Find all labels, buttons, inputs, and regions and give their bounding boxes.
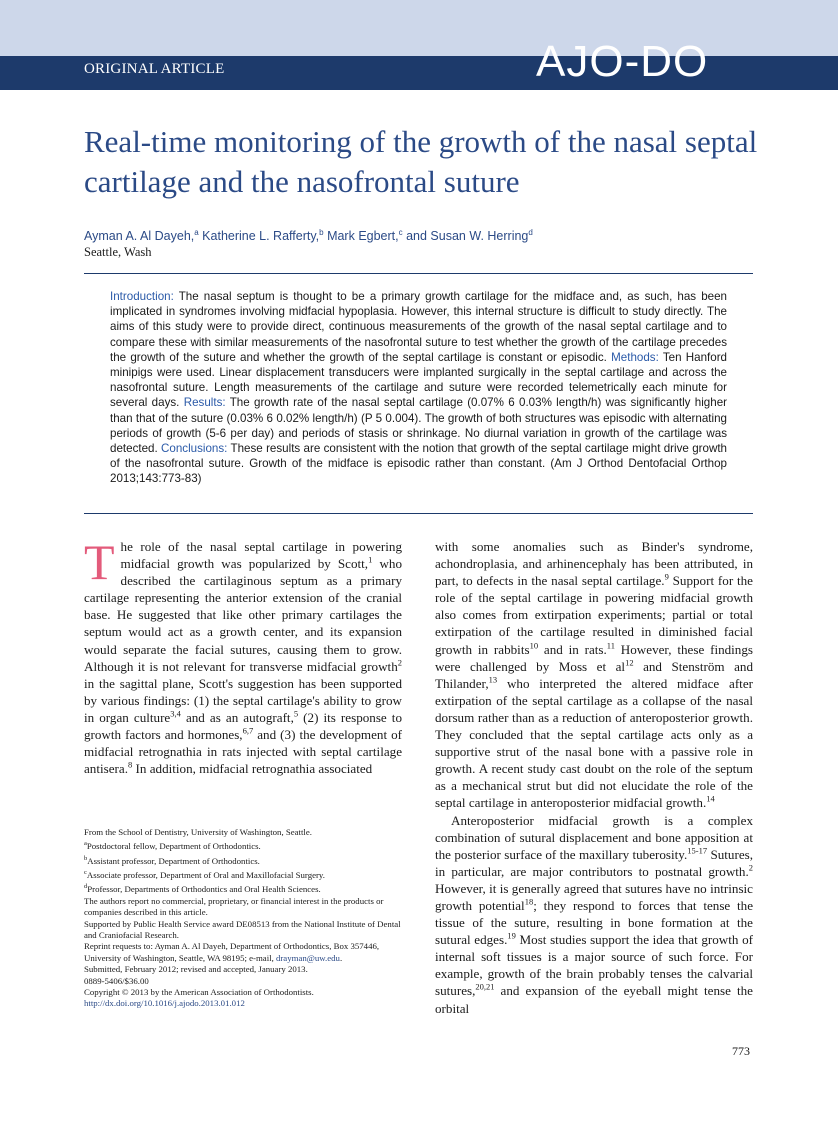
body-text: and expansion of the eyeball might tense the orbital: [435, 983, 753, 1016]
body-text: Most studies support the idea that growth of internal soft tissues is a major source of such force. For example, growth of the brain probably tenses the calvarial sutures,: [435, 932, 753, 999]
author-name: and Susan W. Herring: [402, 229, 529, 244]
abstract-heading-results: Results:: [179, 396, 226, 410]
body-paragraph: [435, 538, 753, 812]
citation-ref[interactable]: 6,7: [242, 725, 254, 736]
footnote-text: .: [339, 952, 343, 963]
footnote-text: Reprint requests to: Ayman A. Al Dayeh, Department of Orthodontics, Box 357446, University of Washington, Seattle, WA 98195; e-mail,: [84, 941, 380, 963]
footnote-marker: c: [84, 869, 87, 877]
citation-ref[interactable]: 5: [293, 708, 299, 719]
abstract-top-rule: [84, 273, 753, 274]
header-top-band: [0, 0, 838, 56]
body-text: However, these findings were challenged by Moss et al: [435, 641, 754, 674]
body-column-left: [84, 534, 403, 777]
citation-ref[interactable]: 2: [748, 862, 753, 873]
citation-ref[interactable]: 13: [488, 674, 498, 685]
body-text: who described the cartilaginous septum as a primary cartilage representing the anterior extension of the cranial base. He suggested that like other primary cartilages the septum would act as a growth center, and its expansion would separate the facial sutures, causing them to grow. Although it is not relevant for transverse midfacial growth: [84, 556, 403, 674]
abstract-text-introduction: The nasal septum is thought to be a primary growth cartilage for the midface and, as such, has been implicated in syndromes involving midfacial hypoplasia. However, this internal structure is difficult to study directly. The aims of this study were to provide direct, continuous measurements of the growth of the nasal septal cartilage and to compare these with similar measurements of the nasofrontal suture to test whether the growth of the cartilage precedes the growth of the suture and whether the growth of the septal cartilage is constant or episodic.: [110, 290, 727, 364]
footnote-text: Associate professor, Department of Oral and Maxillofacial Surgery.: [86, 869, 325, 880]
body-text: In addition, midfacial retrognathia associated: [132, 761, 373, 777]
article-type-label: ORIGINAL ARTICLE: [84, 61, 225, 77]
citation-ref[interactable]: 18: [524, 896, 534, 907]
body-text: and as an autograft,: [180, 709, 294, 725]
author-list: [84, 228, 533, 243]
citation-ref[interactable]: 9: [664, 571, 669, 582]
author-name: Mark Egbert,: [323, 229, 399, 244]
citation-ref[interactable]: 20,21: [475, 982, 495, 993]
abstract-heading-methods: Methods:: [606, 350, 659, 364]
abstract-text-conclusions: These results are consistent with the notion that growth of the septal cartilage might drive growth of the nasofrontal suture. Growth of the midface is episodic rather than constant. (Am J Orthod Dentofacial Orthop 2013;143:773-83): [110, 442, 727, 486]
body-text: and Stenström and Thilander,: [435, 658, 753, 691]
body-text: he role of the nasal septal cartilage in powering midfacial growth was popularized by Scott,: [120, 539, 402, 572]
body-text: (2) its response to growth factors and hormones,: [84, 709, 402, 743]
body-text: ; they respond to forces that tense the tissue of the suture, resulting in bone formation at the sutural edges.: [435, 897, 753, 948]
author-location: Seattle, Wash: [84, 245, 152, 259]
footnote-marker: d: [84, 883, 88, 891]
citation-ref[interactable]: 19: [507, 930, 516, 941]
author-affil-marker: a: [194, 228, 199, 237]
citation-ref[interactable]: 14: [706, 794, 715, 805]
author-affil-marker: b: [319, 228, 324, 237]
author-affil-marker: d: [528, 228, 533, 237]
email-link[interactable]: drayman@uw.edu: [275, 952, 340, 963]
journal-logo: AJO-DO: [536, 37, 709, 86]
citation-ref[interactable]: 10: [529, 640, 539, 651]
footnote-author-d: [84, 881, 402, 895]
body-paragraph: [84, 534, 403, 777]
abstract-text-methods: Ten Hanford minipigs were used. Linear displacement transducers were implanted surgically in the septal cartilage and across the nasofrontal suture. Length measurements of the cartilage and suture were recorded telemetrically each minute for several days.: [110, 350, 727, 410]
footnote-submitted: Submitted, February 2012; revised and accepted, January 2013.: [84, 964, 308, 975]
doi-link[interactable]: http://dx.doi.org/10.1016/j.ajodo.2013.01.012: [84, 998, 245, 1009]
footnote-marker: a: [84, 840, 87, 848]
footnote-text: Assistant professor, Department of Orthodontics.: [87, 855, 260, 866]
footnote-conflict: The authors report no commercial, proprietary, or financial interest in the products or companies described in this article.: [84, 895, 384, 918]
citation-ref[interactable]: 11: [606, 640, 615, 651]
abstract-heading-introduction: Introduction:: [110, 290, 174, 303]
citation-ref[interactable]: 8: [128, 759, 133, 770]
body-text: and (3) the development of midfacial retrognathia in rats injected with septal cartilage antisera.: [84, 727, 403, 777]
body-text: Support for the role of the septal cartilage in powering midfacial growth also comes from extirpation experiments; partial or total extirpation of the cartilage resulted in diminished facial growth in rabbits: [435, 573, 753, 657]
body-paragraph: [435, 812, 753, 1017]
footnote-author-c: [84, 867, 402, 881]
author-name: Ayman A. Al Dayeh,: [84, 229, 195, 244]
body-text: and in rats.: [538, 641, 607, 657]
body-text: with some anomalies such as Binder's syndrome, achondroplasia, and arhinencephaly has been attributed, in part, to defects in the nasal septal cartilage.: [435, 539, 753, 589]
drop-cap: T: [84, 534, 115, 590]
citation-ref[interactable]: 3,4: [170, 708, 181, 719]
body-text: Sutures, in particular, are major contributors to postnatal growth.: [435, 846, 754, 879]
citation-ref[interactable]: 2: [397, 657, 402, 668]
footnote-reprint: [84, 941, 402, 964]
body-column-right: [435, 538, 753, 1017]
body-text: Anteroposterior midfacial growth is a complex combination of sutural displacement and bone apposition at the posterior surface of the maxillary tuberosity.: [435, 812, 753, 862]
footnote-author-b: [84, 853, 402, 867]
body-text: who interpreted the altered midface after extirpation of the septal cartilage as a collapse of the nasal dorsum rather than as a reduction of anteroposterior growth. They concluded that the septal cartilage acts only as a supportive strut of the nasal bone with a passive role in growth. A recent study cast doubt on the role of the septum as a mechanical strut but did not elucidate the role of the septal cartilage in anteroposterior midfacial growth.: [435, 675, 753, 811]
footnote-text: Postdoctoral fellow, Department of Orthodontics.: [86, 841, 261, 852]
abstract-bottom-rule: [84, 513, 753, 514]
article-title: Real-time monitoring of the growth of the nasal septal cartilage and the nasofrontal suture: [84, 124, 758, 199]
footnote-affiliation: From the School of Dentistry, University of Washington, Seattle.: [84, 827, 312, 837]
abstract-heading-conclusions: Conclusions:: [157, 442, 228, 456]
footnote-author-a: [84, 838, 402, 852]
footnote-copyright: Copyright © 2013 by the American Association of Orthodontists.: [84, 986, 314, 997]
body-text: However, it is generally agreed that sutures have no intrinsic growth potential: [435, 880, 753, 913]
footnote-support: Supported by Public Health Service award DE08513 from the National Institute of Dental and Craniofacial Research.: [84, 918, 401, 940]
footnote-text: Professor, Departments of Orthodontics and Oral Health Sciences.: [87, 884, 321, 895]
footnote-marker: b: [84, 854, 88, 862]
citation-ref[interactable]: 12: [625, 657, 634, 668]
citation-ref[interactable]: 1: [368, 554, 373, 565]
author-name: Katherine L. Rafferty,: [198, 229, 320, 244]
abstract: [110, 289, 727, 487]
footnote-price: 0889-5406/$36.00: [84, 975, 149, 986]
abstract-text-results: The growth rate of the nasal septal cartilage (0.07% 6 0.03% length/h) was significantly higher than that of the suture (0.03% 6 0.02% length/h) (P 5 0.004). The growth of both structures was episodic with alternating periods of growth (5-6 per day) and periods of stasis or shrinkage. No diurnal variation in growth of the cartilage was detected.: [110, 396, 728, 456]
author-affil-marker: c: [398, 228, 403, 237]
citation-ref[interactable]: 15-17: [687, 845, 708, 856]
page-number: 773: [732, 1044, 750, 1058]
body-text: in the sagittal plane, Scott's suggestion has been supported by various findings: (1) the septal cartilage's ability to grow in organ culture: [84, 675, 402, 725]
footnotes: [84, 827, 402, 1010]
